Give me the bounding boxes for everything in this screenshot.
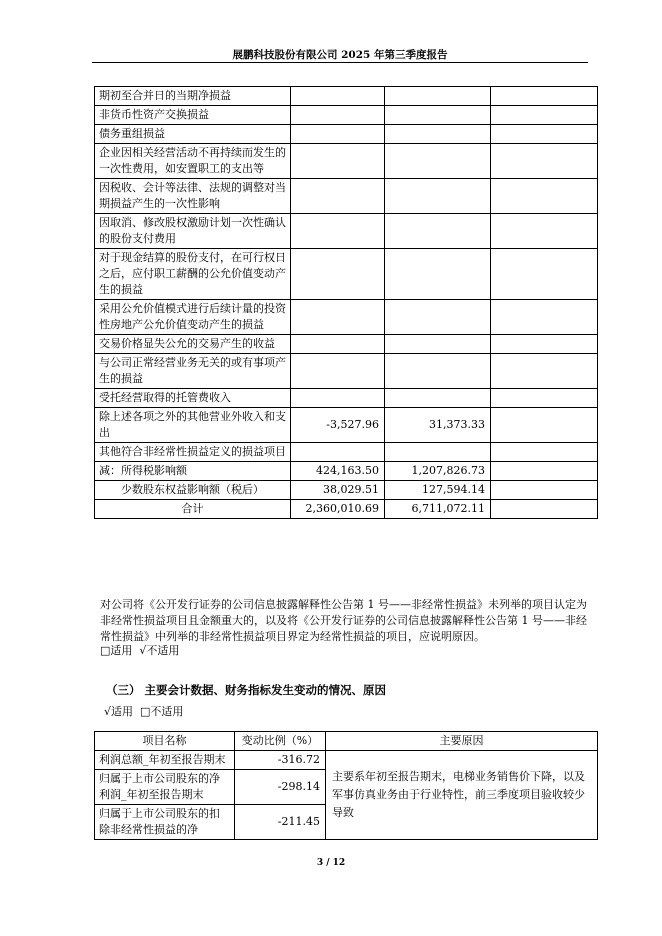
item-name: 归属于上市公司股东的净利润_年初至报告期末 (95, 770, 235, 805)
row-label: 期初至合并日的当期净损益 (95, 87, 291, 106)
cell-current (291, 144, 385, 179)
page-header: 展鹏科技股份有限公司 2025 年第三季度报告 (232, 49, 448, 61)
cell-current (291, 214, 385, 249)
cell-ytd (385, 87, 491, 106)
cell-note (491, 354, 598, 389)
item-name: 利润总额_年初至报告期末 (95, 751, 235, 770)
check-mark-icon: √ (139, 644, 147, 657)
cell-note (491, 462, 598, 481)
cell-ytd (385, 443, 491, 462)
cell-current: 2,360,010.69 (291, 500, 385, 519)
table-row (95, 443, 598, 462)
row-label: 与公司正常经营业务无关的或有事项产生的损益 (95, 354, 291, 389)
table-row (95, 249, 598, 300)
cell-note (491, 408, 598, 443)
table-row (95, 751, 598, 770)
table-row (95, 408, 598, 443)
cell-note (491, 481, 598, 500)
cell-note (491, 106, 598, 125)
cell-current (291, 443, 385, 462)
cell-note (491, 443, 598, 462)
cell-ytd (385, 389, 491, 408)
check-mark-icon: √ (104, 705, 112, 718)
cell-current: 38,029.51 (291, 481, 385, 500)
change-ratio: -316.72 (235, 751, 326, 770)
row-label: 因取消、修改股权激励计划一次性确认的股份支付费用 (95, 214, 291, 249)
table-row (95, 125, 598, 144)
cell-ytd (385, 179, 491, 214)
page-number: 3 / 12 (316, 858, 346, 868)
cell-ytd: 1,207,826.73 (385, 462, 491, 481)
cell-current (291, 249, 385, 300)
not-applicable-label: 不适用 (146, 644, 180, 657)
header-item-name: 项目名称 (95, 732, 235, 751)
not-applicable-label: 不适用 (150, 705, 184, 718)
cell-ytd: 127,594.14 (385, 481, 491, 500)
cell-ytd (385, 214, 491, 249)
cell-current: 424,163.50 (291, 462, 385, 481)
cell-current (291, 179, 385, 214)
cell-note (491, 300, 598, 335)
row-label: 少数股东权益影响额（税后） (95, 481, 291, 500)
change-ratio: -298.14 (235, 770, 326, 805)
table-row-total (95, 500, 598, 519)
cell-current (291, 125, 385, 144)
checkbox-empty-icon: □ (140, 705, 151, 718)
row-label: 债务重组损益 (95, 125, 291, 144)
cell-ytd (385, 125, 491, 144)
table-row (95, 87, 598, 106)
header-change-ratio: 变动比例（%） (235, 732, 326, 751)
row-label: 因税收、会计等法律、法规的调整对当期损益产生的一次性影响 (95, 179, 291, 214)
cell-current (291, 106, 385, 125)
row-label: 合计 (95, 500, 291, 519)
row-label: 交易价格显失公允的交易产生的收益 (95, 335, 291, 354)
table-row (95, 354, 598, 389)
table-row (95, 389, 598, 408)
cell-current (291, 335, 385, 354)
cell-note (491, 389, 598, 408)
row-label: 受托经营取得的托管费收入 (95, 389, 291, 408)
cell-ytd (385, 249, 491, 300)
main-reason: 主要系年初至报告期末，电梯业务销售价下降，以及军事仿真业务由于行业特性，前三季度项目验收较少导致 (326, 751, 598, 840)
applicability-checkbox-1 (100, 643, 592, 659)
cell-current (291, 300, 385, 335)
row-label: 减：所得税影响额 (95, 462, 291, 481)
cell-ytd: 31,373.33 (385, 408, 491, 443)
applicable-label: 适用 (110, 644, 133, 657)
cell-note (491, 144, 598, 179)
applicable-label: 适用 (111, 705, 134, 718)
table-row (95, 179, 598, 214)
row-label: 对于现金结算的股份支付，在可行权日之后，应付职工薪酬的公允价值变动产生的损益 (95, 249, 291, 300)
item-name: 归属于上市公司股东的扣除非经常性损益的净 (95, 805, 235, 840)
cell-current (291, 389, 385, 408)
cell-note (491, 87, 598, 106)
table-row (95, 335, 598, 354)
header-rule (92, 62, 588, 63)
table-header-row (95, 732, 598, 751)
table-row (95, 462, 598, 481)
cell-current (291, 354, 385, 389)
cell-ytd (385, 106, 491, 125)
table-row (95, 214, 598, 249)
cell-ytd (385, 300, 491, 335)
cell-current: -3,527.96 (291, 408, 385, 443)
table-row (95, 300, 598, 335)
table-row (95, 144, 598, 179)
cell-note (491, 335, 598, 354)
cell-note (491, 125, 598, 144)
checkbox-empty-icon: □ (100, 644, 111, 657)
applicability-checkbox-2 (104, 704, 183, 720)
non-recurring-gains-table (94, 86, 598, 519)
cell-ytd (385, 335, 491, 354)
section-title: （三） 主要会计数据、财务指标发生变动的情况、原因 (106, 683, 387, 697)
cell-ytd: 6,711,072.11 (385, 500, 491, 519)
cell-note (491, 214, 598, 249)
cell-note (491, 500, 598, 519)
cell-ytd (385, 144, 491, 179)
cell-ytd (385, 354, 491, 389)
row-label: 采用公允价值模式进行后续计量的投资性房地产公允价值变动产生的损益 (95, 300, 291, 335)
table-row (95, 481, 598, 500)
change-ratio: -211.45 (235, 805, 326, 840)
row-label: 除上述各项之外的其他营业外收入和支出 (95, 408, 291, 443)
cell-note (491, 249, 598, 300)
change-reasons-table (94, 731, 598, 840)
table-row (95, 106, 598, 125)
row-label: 企业因相关经营活动不再持续而发生的一次性费用，如安置职工的支出等 (95, 144, 291, 179)
header-main-reason: 主要原因 (326, 732, 598, 751)
row-label: 其他符合非经常性损益定义的损益项目 (95, 443, 291, 462)
cell-current (291, 87, 385, 106)
cell-note (491, 179, 598, 214)
row-label: 非货币性资产交换损益 (95, 106, 291, 125)
explanation-paragraph: 对公司将《公开发行证券的公司信息披露解释性公告第 1 号——非经常性损益》未列举的项目认定为非经常性损益项目且金额重大的，以及将《公开发行证券的公司信息披露解释性公告第 1 号——非经常性损益》中列举的非经常性损益项目界定为经常性损益的项目，应说明原因。 (100, 598, 587, 643)
